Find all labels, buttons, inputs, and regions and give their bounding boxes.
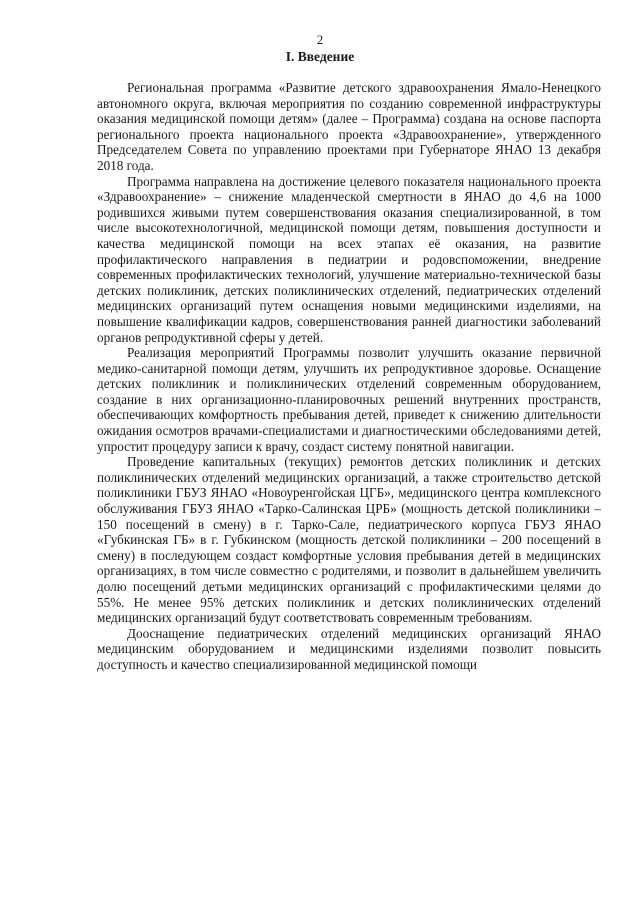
paragraph-program-goal: Программа направлена на достижение целевого показателя национального проекта «Здравоохранение» – снижение младенческой смертности в ЯНАО до 4,6 на 1000 родившихся живыми путем совершенствования оказания специализированной, в том числе высокотехнологичной, медицинской помощи детям, повышения доступности и качества медицинской помощи на всех этапах её оказания, на развитие профилактического направления в педиатрии и родовспоможении, внедрение современных профилактических технологий, улучшение материально-технической базы детских поликлиник, детских поликлинических отделений, педиатрических отделений медицинских организаций путем оснащения новыми медицинскими изделиями, на повышение квалификации кадров, совершенствования ранней диагностики заболеваний органов репродуктивной сферы у детей.	[97, 173, 601, 345]
document-body	[97, 80, 601, 673]
paragraph-introduction: Региональная программа «Развитие детского здравоохранения Ямало-Ненецкого автономного округа, включая мероприятия по созданию современной инфраструктуры оказания медицинской помощи детям» (далее – Программа) создана на основе паспорта регионального проекта национального проекта «Здравоохранение», утвержденного Председателем Совета по управлению проектами при Губернаторе ЯНАО 13 декабря 2018 года.	[97, 80, 601, 173]
paragraph-repairs-construction: Проведение капитальных (текущих) ремонтов детских поликлиник и детских поликлинических отделений медицинских организаций, а также строительство детской поликлиники ГБУЗ ЯНАО «Новоуренгойская ЦГБ», медицинского центра комплексного обслуживания ГБУЗ ЯНАО «Тарко-Салинская ЦРБ» (мощность детской поликлиники – 150 посещений в смену) в г. Тарко-Сале, педиатрического корпуса ГБУЗ ЯНАО «Губкинская ГБ» в г. Губкинском (мощность детской поликлиники – 200 посещений в смену) в последующем создаст комфортные условия пребывания детей в медицинских организациях, в том числе совместно с родителями, и позволит в дальнейшем увеличить долю посещений детьми медицинских организаций с профилактическими целями до 55%. Не менее 95% детских поликлиник и детских поликлинических отделений медицинских организаций будут соответствовать современным требованиям.	[97, 454, 601, 626]
page-number: 2	[316, 32, 324, 47]
section-heading: I. Введение	[285, 49, 355, 64]
paragraph-equipment: Дооснащение педиатрических отделений медицинских организаций ЯНАО медицинским оборудованием и медицинскими изделиями позволит повысить доступность и качество специализированной медицинской помощи	[97, 625, 601, 672]
paragraph-implementation: Реализация мероприятий Программы позволит улучшить оказание первичной медико-санитарной помощи детям, улучшить их репродуктивное здоровье. Оснащение детских поликлиник и поликлинических отделений современным оборудованием, создание в них организационно-планировочных решений внутренних пространств, обеспечивающих комфортность пребывания детей, приведет к снижению длительности ожидания осмотров врачами-специалистами и диагностическими обследованиями детей, упростит процедуру записи к врачу, создаст систему понятной навигации.	[97, 345, 601, 454]
